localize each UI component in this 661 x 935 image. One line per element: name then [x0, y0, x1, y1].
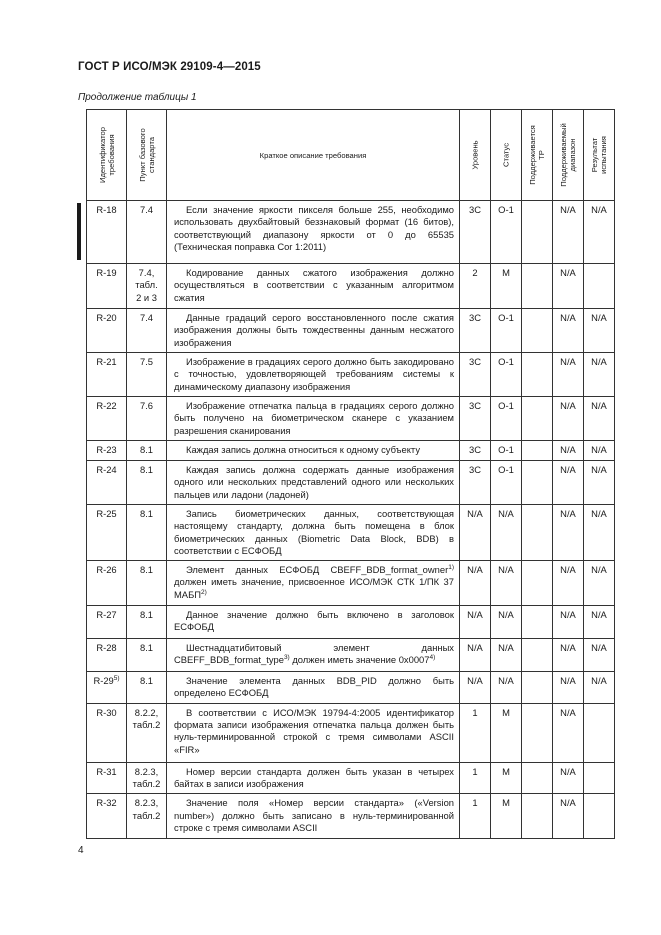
clause-cell: 7.5	[127, 353, 167, 397]
result-cell	[584, 794, 615, 839]
range-cell: N/A	[553, 461, 584, 505]
supported-cell	[522, 762, 553, 794]
description-cell: Если значение яркости пикселя больше 255, необходимо использовать двухбайтовый беззнаковый формат (16 битов), соответствующий диапазону яркости от 0 до 65535 (Техническая поправка Cor 1:2011)	[167, 201, 460, 264]
status-cell: N/A	[491, 639, 522, 672]
result-cell: N/A	[584, 397, 615, 441]
table-row	[87, 309, 615, 353]
requirement-id-cell: R-18	[87, 201, 127, 264]
change-marker-bar	[77, 203, 81, 260]
clause-cell: 8.2.2, табл.2	[127, 703, 167, 762]
supported-cell	[522, 639, 553, 672]
clause-cell: 7.4	[127, 201, 167, 264]
requirement-id-cell: R-29$^{5)}$	[87, 672, 127, 704]
result-cell	[584, 762, 615, 794]
result-cell: N/A	[584, 672, 615, 704]
table-row	[87, 672, 615, 704]
level-cell: 3С	[460, 461, 491, 505]
range-cell: N/A	[553, 309, 584, 353]
footnote-marker: 1)	[448, 564, 454, 572]
description-cell: Изображение отпечатка пальца в градациях серого должно быть получено на биометрическом сканере с указанием разрешения сканирования	[167, 397, 460, 441]
level-cell: N/A	[460, 672, 491, 704]
table-row	[87, 201, 615, 264]
column-header-level: Уровень	[460, 110, 491, 201]
description-cell: Значение элемента данных BDB_PID должно быть определено ЕСФОБД	[167, 672, 460, 704]
requirement-id-cell: R-30	[87, 703, 127, 762]
table-row	[87, 703, 615, 762]
status-cell: О-1	[491, 353, 522, 397]
table-caption: Продолжение таблицы 1	[78, 92, 197, 103]
table-row	[87, 461, 615, 505]
table-row	[87, 264, 615, 309]
status-cell: М	[491, 762, 522, 794]
footnote-marker: 5)	[113, 675, 120, 683]
requirement-id-cell: R-22	[87, 397, 127, 441]
requirement-id-cell: R-21	[87, 353, 127, 397]
footnote-marker: 4)	[429, 654, 436, 662]
status-cell: О-1	[491, 397, 522, 441]
requirement-id-cell: R-31	[87, 762, 127, 794]
description-cell: Запись биометрических данных, соответствующая настоящему стандарту, должна быть помещена в блок биометрических данных (Biometric Data Block, BDB) в соответствии с ЕСФОБД	[167, 505, 460, 561]
level-cell: N/A	[460, 606, 491, 639]
range-cell: N/A	[553, 353, 584, 397]
range-cell: N/A	[553, 201, 584, 264]
column-header-description: Краткое описание требования	[167, 110, 460, 201]
clause-cell: 8.1	[127, 561, 167, 606]
range-cell: N/A	[553, 397, 584, 441]
level-cell: 3С	[460, 397, 491, 441]
description-cell: Элемент данных ЕСФОБД CBEFF_BDB_format_owner$^{1)}$ должен иметь значение, присвоенное ИСО/МЭК СТК 1/ПК 37 МАБП$^{2)}$	[167, 561, 460, 606]
supported-cell	[522, 561, 553, 606]
requirement-id-cell: R-26	[87, 561, 127, 606]
result-cell	[584, 703, 615, 762]
requirement-id-cell: R-32	[87, 794, 127, 839]
description-cell: Данные градаций серого восстановленного после сжатия изображения должны быть тождественны данным несжатого изображения	[167, 309, 460, 353]
clause-cell: 7.4	[127, 309, 167, 353]
description-cell: Каждая запись должна содержать данные изображения одного или нескольких представлений одного или нескольких пальцев или ладони (ладоней)	[167, 461, 460, 505]
clause-cell: 8.1	[127, 639, 167, 672]
description-cell: В соответствии с ИСО/МЭК 19794-4:2005 идентификатор формата записи изображения отпечатка пальца должен быть нуль-терминированной строкой с тремя символами ASCII «FIR»	[167, 703, 460, 762]
column-header-supported-range: Поддерживаемый диапазон	[553, 110, 584, 201]
result-cell: N/A	[584, 561, 615, 606]
column-header-base-clause: Пункт базового стандарта	[127, 110, 167, 201]
clause-cell: 8.2.3, табл.2	[127, 794, 167, 839]
range-cell: N/A	[553, 762, 584, 794]
supported-cell	[522, 441, 553, 461]
range-cell: N/A	[553, 672, 584, 704]
level-cell: 3С	[460, 309, 491, 353]
page-number: 4	[78, 845, 84, 856]
range-cell: N/A	[553, 441, 584, 461]
column-header-supported: Поддерживается ТР	[522, 110, 553, 201]
range-cell: N/A	[553, 606, 584, 639]
requirement-id-cell: R-27	[87, 606, 127, 639]
status-cell: М	[491, 264, 522, 309]
supported-cell	[522, 397, 553, 441]
status-cell: О-1	[491, 461, 522, 505]
level-cell: 1	[460, 794, 491, 839]
description-cell: Шестнадцатибитовый элемент данных CBEFF_BDB_format_type$^{3)}$ должен иметь значение 0x0007$^{4)}$	[167, 639, 460, 672]
table-row	[87, 505, 615, 561]
table-row	[87, 441, 615, 461]
supported-cell	[522, 703, 553, 762]
status-cell: N/A	[491, 672, 522, 704]
level-cell: N/A	[460, 639, 491, 672]
supported-cell	[522, 794, 553, 839]
requirements-table	[86, 109, 615, 839]
description-cell: Кодирование данных сжатого изображения должно осуществляться в соответствии с указанным алгоритмом сжатия	[167, 264, 460, 309]
requirement-id-cell: R-28	[87, 639, 127, 672]
supported-cell	[522, 461, 553, 505]
table-row	[87, 606, 615, 639]
description-cell: Номер версии стандарта должен быть указан в четырех байтах в записи изображения	[167, 762, 460, 794]
level-cell: 3С	[460, 441, 491, 461]
table-row	[87, 353, 615, 397]
status-cell: О-1	[491, 201, 522, 264]
result-cell: N/A	[584, 606, 615, 639]
level-cell: 3С	[460, 201, 491, 264]
column-header-test-result: Результат испытания	[584, 110, 615, 201]
level-cell: 2	[460, 264, 491, 309]
requirement-id-cell: R-25	[87, 505, 127, 561]
result-cell: N/A	[584, 201, 615, 264]
result-cell: N/A	[584, 441, 615, 461]
clause-cell: 7.4, табл. 2 и 3	[127, 264, 167, 309]
supported-cell	[522, 264, 553, 309]
clause-cell: 8.1	[127, 672, 167, 704]
clause-cell: 8.1	[127, 441, 167, 461]
result-cell: N/A	[584, 309, 615, 353]
level-cell: 1	[460, 762, 491, 794]
result-cell: N/A	[584, 639, 615, 672]
clause-cell: 8.1	[127, 461, 167, 505]
range-cell: N/A	[553, 703, 584, 762]
table-row	[87, 794, 615, 839]
range-cell: N/A	[553, 639, 584, 672]
result-cell: N/A	[584, 461, 615, 505]
requirement-id-cell: R-20	[87, 309, 127, 353]
footnote-marker: 3)	[283, 654, 290, 662]
table-row	[87, 561, 615, 606]
result-cell: N/A	[584, 505, 615, 561]
document-title: ГОСТ Р ИСО/МЭК 29109-4—2015	[78, 61, 261, 73]
clause-cell: 8.2.3, табл.2	[127, 762, 167, 794]
description-cell: Значение поля «Номер версии стандарта» («Version number») должно быть записано в нуль-терминированной строке с тремя символами ASCII	[167, 794, 460, 839]
result-cell	[584, 264, 615, 309]
description-cell: Данное значение должно быть включено в заголовок ЕСФОБД	[167, 606, 460, 639]
description-cell: Каждая запись должна относиться к одному субъекту	[167, 441, 460, 461]
result-cell: N/A	[584, 353, 615, 397]
level-cell: 1	[460, 703, 491, 762]
status-cell: М	[491, 703, 522, 762]
status-cell: N/A	[491, 505, 522, 561]
table-header-row	[87, 110, 615, 201]
supported-cell	[522, 505, 553, 561]
status-cell: М	[491, 794, 522, 839]
clause-cell: 8.1	[127, 505, 167, 561]
level-cell: N/A	[460, 561, 491, 606]
description-cell: Изображение в градациях серого должно быть закодировано с точностью, удовлетворяющей требованиям системы к динамическому диапазону изображения	[167, 353, 460, 397]
column-header-status: Статус	[491, 110, 522, 201]
supported-cell	[522, 201, 553, 264]
status-cell: О-1	[491, 441, 522, 461]
status-cell: N/A	[491, 606, 522, 639]
table-row	[87, 639, 615, 672]
level-cell: N/A	[460, 505, 491, 561]
column-header-requirement-id: Идентификатор требования	[87, 110, 127, 201]
status-cell: О-1	[491, 309, 522, 353]
table-row	[87, 397, 615, 441]
supported-cell	[522, 672, 553, 704]
table-row	[87, 762, 615, 794]
requirement-id-cell: R-19	[87, 264, 127, 309]
range-cell: N/A	[553, 505, 584, 561]
clause-cell: 7.6	[127, 397, 167, 441]
range-cell: N/A	[553, 794, 584, 839]
clause-cell: 8.1	[127, 606, 167, 639]
supported-cell	[522, 309, 553, 353]
status-cell: N/A	[491, 561, 522, 606]
footnote-marker: 2)	[200, 588, 207, 596]
requirement-id-cell: R-23	[87, 441, 127, 461]
range-cell: N/A	[553, 264, 584, 309]
level-cell: 3С	[460, 353, 491, 397]
requirement-id-cell: R-24	[87, 461, 127, 505]
supported-cell	[522, 353, 553, 397]
supported-cell	[522, 606, 553, 639]
range-cell: N/A	[553, 561, 584, 606]
